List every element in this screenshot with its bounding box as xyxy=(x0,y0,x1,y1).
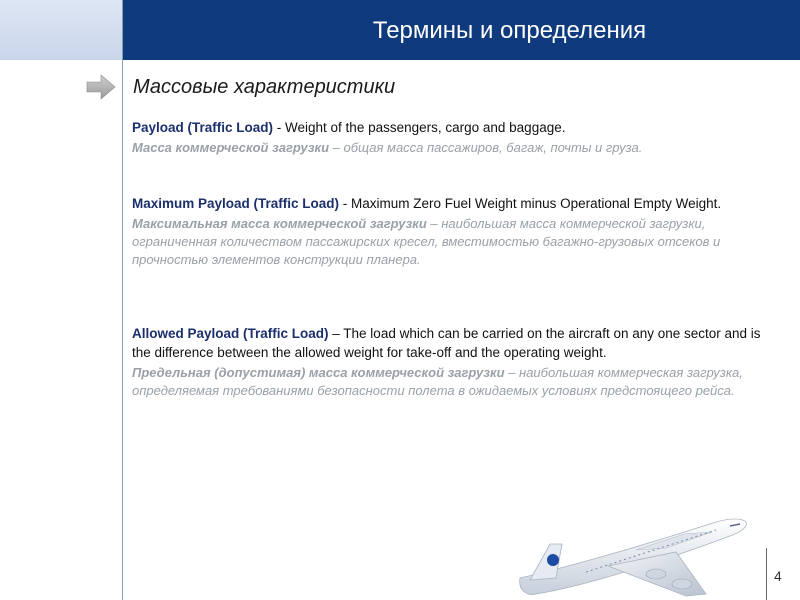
definition-ru-text: – наибольшая коммерческая загрузка, определяемая требованиями безопасности полета в ожидаемых условиях предстоящего рейса. xyxy=(132,365,743,398)
definition-ru xyxy=(132,139,768,157)
term-ru: Максимальная масса коммерческой загрузки xyxy=(132,216,427,231)
definition-payload xyxy=(132,118,768,157)
definition-ru xyxy=(132,364,768,400)
term-ru: Предельная (допустимая) масса коммерческой загрузки xyxy=(132,365,505,380)
definition-en-text: - Maximum Zero Fuel Weight minus Operational Empty Weight. xyxy=(339,196,722,211)
definition-en-text: – The load which can be carried on the aircraft on any one sector and is the difference between the allowed weight for take-off and the operating weight. xyxy=(132,326,761,360)
definition-en xyxy=(132,194,768,213)
page-title: Термины и определения xyxy=(372,17,647,44)
term-ru: Масса коммерческой загрузки xyxy=(132,140,330,155)
section-title: Массовые характеристики xyxy=(133,76,396,98)
footer-divider xyxy=(766,548,767,600)
page-number: 4 xyxy=(774,568,782,584)
definition-ru-text: – наибольшая масса коммерческой загрузки, ограниченная количеством пассажирских кресел, вместимостью багажно-грузовых отсеков и прочностью элементов конструкции планера. xyxy=(132,216,721,267)
term-en: Allowed Payload (Traffic Load) xyxy=(132,326,329,341)
definition-ru-text: – общая масса пассажиров, багаж, почты и груза. xyxy=(329,140,643,155)
term-en: Payload (Traffic Load) xyxy=(132,120,274,135)
arrow-right-icon xyxy=(86,74,116,100)
definition-max-payload xyxy=(132,194,768,269)
definition-en xyxy=(132,324,768,362)
airplane-icon xyxy=(516,508,750,600)
definition-allowed-payload xyxy=(132,324,768,400)
vertical-divider xyxy=(122,0,123,600)
term-en: Maximum Payload (Traffic Load) xyxy=(132,196,340,211)
definition-ru xyxy=(132,215,768,269)
definition-en-text: - Weight of the passengers, cargo and baggage. xyxy=(273,120,566,135)
definition-en xyxy=(132,118,768,137)
sidebar-header-block xyxy=(0,0,122,60)
